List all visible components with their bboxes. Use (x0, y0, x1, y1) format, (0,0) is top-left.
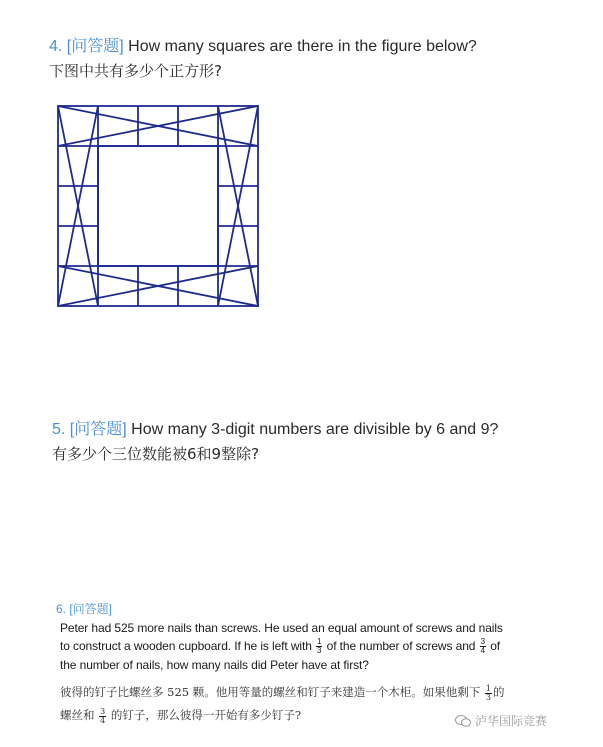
squares-figure (55, 103, 261, 309)
fraction-three-quarters (480, 638, 486, 655)
fraction-denominator: 4 (100, 715, 106, 725)
fraction-one-third (316, 638, 322, 655)
fraction-numerator: 3 (480, 637, 485, 647)
fraction-three-quarters-cn (99, 708, 106, 725)
question-6-line-1: Peter had 525 more nails than screws. He used an equal amount of screws and nails (60, 621, 503, 635)
outer-square (58, 106, 258, 306)
question-6-cn-part-b: 螺丝和 (60, 708, 95, 722)
question-5-text-cn: 有多少个三位数能被6和9整除? (52, 445, 260, 463)
question-6-line-2-part-a: to construct a wooden cupboard. If he is left with (60, 639, 312, 653)
question-6-number: 6. [问答题] (56, 602, 113, 616)
question-6-line-2-part-c: of (490, 639, 500, 653)
question-6-cn-line-2 (60, 707, 301, 725)
question-4-text-cn: 下图中共有多少个正方形? (49, 62, 222, 80)
question-5-number: 5. [问答题] (52, 421, 127, 438)
question-6-line-2-part-b: of the number of screws and (326, 639, 476, 653)
question-5-text-en: How many 3-digit numbers are divisible by 6 and 9? (131, 421, 499, 438)
question-6-cn-part-c: 的钉子，那么彼得一开始有多少钉子? (110, 708, 302, 722)
watermark-text: 泸华国际竞赛 (475, 714, 548, 728)
wechat-icon (455, 715, 471, 727)
watermark (455, 712, 547, 729)
question-6-line-2 (60, 638, 500, 655)
inner-square (98, 146, 218, 266)
question-5-heading (52, 420, 498, 440)
question-4-heading (49, 37, 477, 57)
fraction-numerator: 1 (485, 683, 492, 693)
question-4-number: 4. [问答题] (49, 38, 124, 55)
fraction-numerator: 1 (317, 637, 322, 647)
fraction-denominator: 3 (317, 646, 322, 656)
fraction-numerator: 3 (100, 706, 106, 716)
question-4-text-en: How many squares are there in the figure below? (128, 38, 477, 55)
fraction-one-third-cn (485, 685, 492, 702)
fraction-denominator: 4 (480, 646, 485, 656)
question-6-cn-part-a: 彼得的钉子比螺丝多 525 颗。他用等量的螺丝和钉子来建造一个木柜。如果他剩下 (60, 685, 481, 699)
question-6-line-3: the number of nails, how many nails did Peter have at first? (60, 658, 369, 672)
question-6-cn-line-1: 彼得的钉子比螺丝多 525 颗。他用等量的螺丝和钉子来建造一个木柜。如果他剩下 $\frac{1}{3}$ 的 (60, 683, 505, 702)
fraction-denominator: 3 (485, 692, 492, 702)
